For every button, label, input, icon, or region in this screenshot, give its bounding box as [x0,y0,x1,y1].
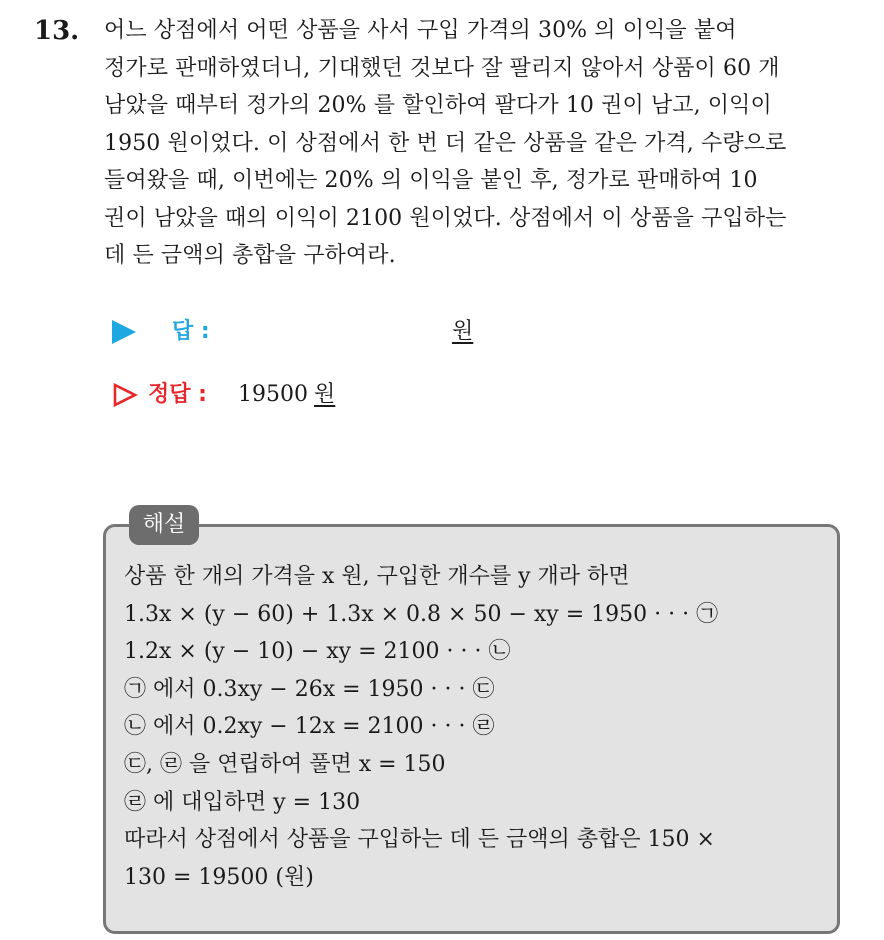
solution-line: 1.3x × (y − 60) + 1.3x × 0.8 × 50 − xy = 1950 · · · ㉠ [124,601,719,627]
answer-row [108,315,508,349]
problem-line: 정가로 판매하였더니, 기대했던 것보다 잘 팔리지 않아서 상품이 60 개 [104,55,780,81]
solution-line: 1.2x × (y − 10) − xy = 2100 · · · ㉡ [124,639,511,665]
problem-text [104,12,864,275]
problem-line: 어느 상점에서 어떤 상품을 사서 구입 가격의 30% 의 이익을 붙여 [104,18,737,43]
problem-line: 데 든 금액의 총합을 구하여라. [104,243,396,268]
answer-label: 답 : [172,319,210,344]
correct-answer-label: 정답 : [148,382,207,407]
solution-line: 130 = 19500 (원) [124,864,314,890]
correct-answer-value: 19500 [238,382,308,407]
solution-line: ㉢, ㉣ 을 연립하여 풀면 x = 150 [124,751,446,777]
problem-number: 13. [34,16,80,46]
problem-line: 남았을 때부터 정가의 20% 를 할인하여 팔다가 10 권이 남고, 이익이 [104,93,772,118]
problem-line: 권이 남았을 때의 이익이 2100 원이었다. 상점에서 이 상품을 구입하는 [104,205,787,231]
problem-line: 들여왔을 때, 이번에는 20% 의 이익을 붙인 후, 정가로 판매하여 10 [104,168,758,193]
correct-answer-unit: 원 [314,382,336,407]
outline-triangle-right-icon [112,382,138,408]
solution-line: 따라서 상점에서 상품을 구입하는 데 든 금액의 총합은 150 × [124,827,715,853]
solution-text [124,558,834,896]
solution-line: ㉡ 에서 0.2xy − 12x = 2100 · · · ㉣ [124,714,495,740]
problem-line: 1950 원이었다. 이 상점에서 한 번 더 같은 상품을 같은 가격, 수량으로 [104,130,787,156]
solution-line: ㉣ 에 대입하면 y = 130 [124,789,361,815]
solution-line: ㉠ 에서 0.3xy − 26x = 1950 · · · ㉢ [124,676,495,702]
solution-line: 상품 한 개의 가격을 x 원, 구입한 개수를 y 개라 하면 [124,564,630,589]
solution-tab: 해설 [129,505,199,545]
correct-answer-row [110,378,510,412]
filled-triangle-right-icon [112,320,136,344]
answer-unit: 원 [452,319,474,344]
